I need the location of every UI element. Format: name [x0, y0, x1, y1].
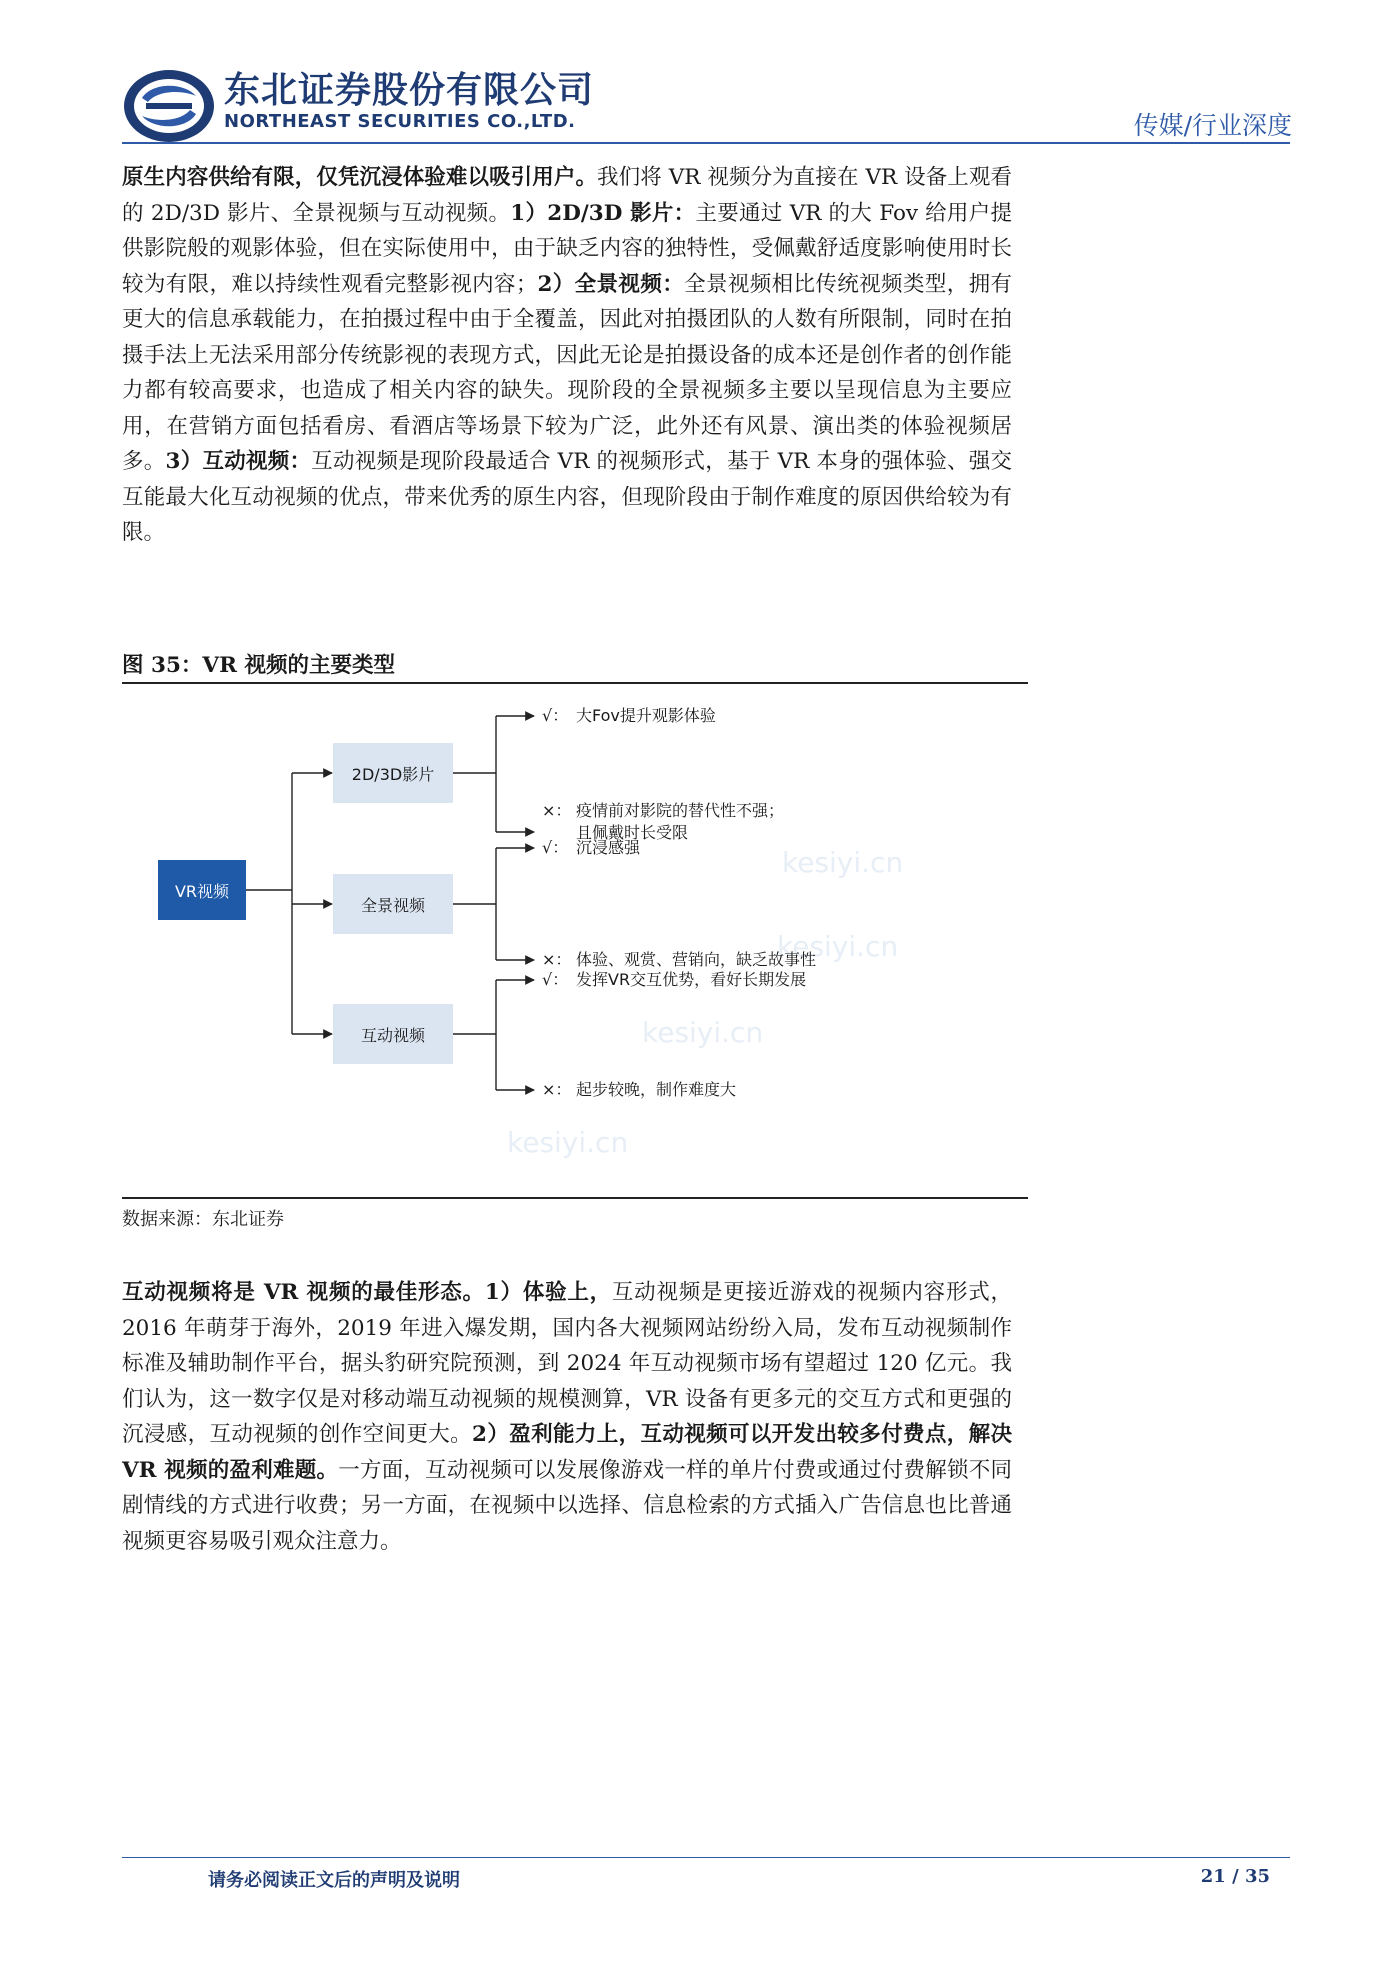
leaf-2d3d-pro: [542, 705, 716, 727]
footer-disclaimer-note: 请务必阅读正文后的声明及说明: [208, 1870, 460, 1891]
figure-title: 图 35：VR 视频的主要类型: [122, 653, 395, 678]
watermark: kesiyi.cn: [782, 846, 904, 879]
para1-lead: 原生内容供给有限，仅凭沉浸体验难以吸引用户。: [122, 165, 598, 190]
connector-lines: [122, 686, 1028, 1194]
cross-icon: ×：: [542, 950, 572, 969]
vr-video-types-diagram: [122, 686, 1028, 1194]
leaf-panorama-con: [542, 949, 816, 971]
para2-item2-text: 一方面，互动视频可以发展像游戏一样的单片付费或通过付费解锁不同剧情线的方式进行收费；另一方面，在视频中以选择、信息检索的方式插入广告信息也比普通视频更容易吸引观众注意力。: [122, 1457, 1012, 1554]
leaf-interactive-con: [542, 1079, 736, 1101]
check-icon: √：: [542, 838, 569, 857]
para2-lead: 互动视频将是 VR 视频的最佳形态。1）体验上，: [122, 1280, 612, 1305]
figure-source: 数据来源：东北证券: [122, 1209, 284, 1230]
para1-item3-text: 互动视频是现阶段最适合 VR 的视频形式，基于 VR 本身的强体验、强交互能最大化互动视频的优点，带来优秀的原生内容，但现阶段由于制作难度的原因供给较为有限。: [122, 449, 1012, 545]
company-name-en: NORTHEAST SECURITIES CO.,LTD.: [224, 111, 576, 132]
check-icon: √：: [542, 970, 569, 989]
category-box-2d3d: 2D/3D影片: [333, 743, 453, 803]
header-divider: [122, 142, 1290, 144]
page-number: 21 / 35: [1200, 1866, 1270, 1887]
para1-item1-heading: 1）2D/3D 影片：: [510, 200, 696, 226]
document-category: 传媒/行业深度: [1133, 111, 1292, 140]
leaf-text: 发挥VR交互优势，看好长期发展: [576, 970, 807, 989]
leaf-text: 疫情前对影院的替代性不强；: [576, 801, 785, 820]
para1-item3-heading: 3）互动视频：: [165, 449, 312, 474]
leaf-text-line2: 且佩戴时长受限: [576, 823, 689, 842]
leaf-text: 体验、观赏、营销向，缺乏故事性: [576, 950, 817, 969]
category-box-panorama: 全景视频: [333, 874, 453, 934]
root-box-vr-video: VR视频: [158, 860, 246, 920]
leaf-text: 沉浸感强: [576, 838, 641, 857]
paragraph-interactive-video: [122, 1275, 1012, 1559]
figure-bottom-rule: [122, 1197, 1028, 1199]
leaf-panorama-pro: [542, 837, 640, 859]
cross-icon: ×：: [542, 1080, 572, 1099]
watermark: kesiyi.cn: [642, 1016, 764, 1049]
para1-text: 我们将 VR 视频分为直接在 VR 设备上观看的 2D/3D 影片、全景视频与互动视频。: [122, 165, 1012, 226]
watermark: kesiyi.cn: [507, 1126, 629, 1159]
figure-top-rule: [122, 682, 1028, 684]
leaf-text: 起步较晚，制作难度大: [576, 1080, 737, 1099]
company-name-cn: 东北证券股份有限公司: [224, 70, 595, 111]
cross-icon: ×：: [542, 801, 572, 820]
para1-item1-text: 主要通过 VR 的大 Fov 给用户提供影院般的观影体验，但在实际使用中，由于缺乏内容的独特性，受佩戴舒适度影响使用时长较为有限，难以持续性观看完整影视内容；: [122, 200, 1012, 297]
leaf-text: 大Fov提升观影体验: [576, 706, 716, 725]
paragraph-content-supply: [122, 160, 1012, 551]
para1-item2-heading: 2）全景视频：: [537, 271, 685, 297]
check-icon: √：: [542, 706, 569, 725]
watermark: kesiyi.cn: [777, 930, 899, 963]
category-box-interactive: 互动视频: [333, 1004, 453, 1064]
footer-divider: [122, 1857, 1290, 1858]
para1-item2-text: 全景视频相比传统视频类型，拥有更大的信息承载能力，在拍摄过程中由于全覆盖，因此对拍摄团队的人数有所限制，同时在拍摄手法上无法采用部分传统影视的表现方式，因此无论是拍摄设备的成本还是创作者的创作能力都有较高要求，也造成了相关内容的缺失。现阶段的全景视频多主要以呈现信息为主要应用，在营销方面包括看房、看酒店等场景下较为广泛，此外还有风景、演出类的体验视频居多。: [122, 271, 1012, 474]
company-logo: [122, 68, 216, 144]
para2-item2-heading: 2）盈利能力上，互动视频可以开发出较多付费点，解决 VR 视频的盈利难题。: [122, 1422, 1012, 1483]
leaf-interactive-pro: [542, 969, 806, 991]
para2-text: 互动视频是更接近游戏的视频内容形式，2016 年萌芽于海外，2019 年进入爆发期，国内各大视频网站纷纷入局，发布互动视频制作标准及辅助制作平台，据头豹研究院预测，到 2024 年互动视频市场有望超过 120 亿元。我们认为，这一数字仅是对移动端互动视频的规模测算，VR 设备有更多元的交互方式和更强的沉浸感，互动视频的创作空间更大。: [122, 1280, 1012, 1447]
